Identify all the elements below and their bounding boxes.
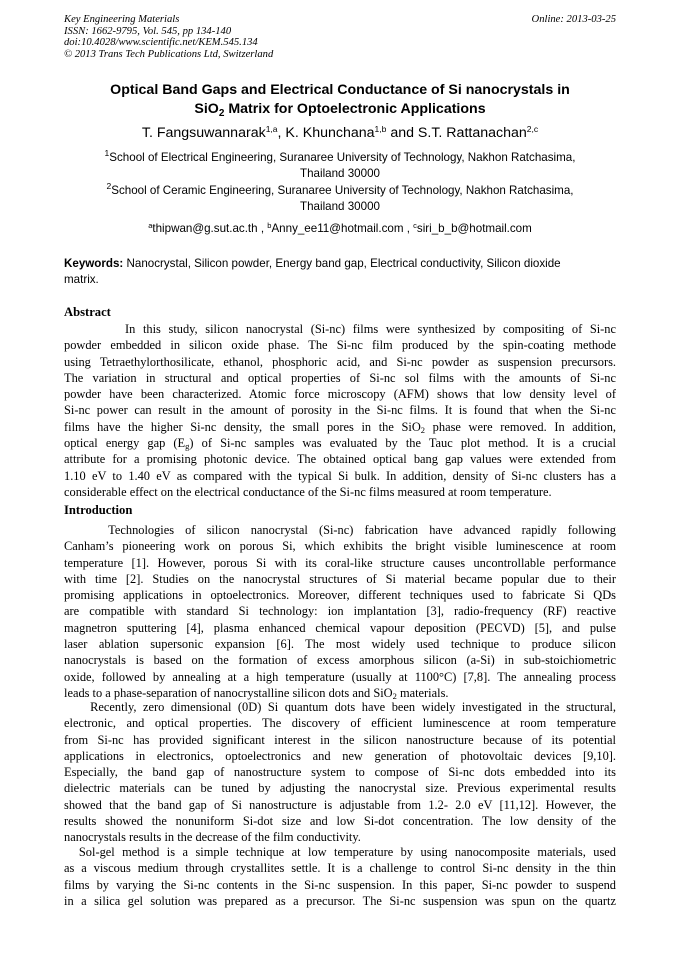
journal-name: Key Engineering Materials — [64, 14, 180, 25]
author-emails: $^a$thipwan@g.sut.ac.th , $^b$Anny_ee11@hotmail.com , $^c$siri_b_b@hotmail.com — [148, 221, 532, 235]
intro-paragraph-2: Recently, zero dimensional (0D) Si quantum dots have been widely investigated in the structural, electronic, and optical properties. The discovery of efficient luminescence at room temperature from Si-nc has provided significant interest in the silicon nanostructure because of its potential applications in electronics, optoelectronics and new generation of photovoltaic devices [9,10]. Especially, the band gap of nanostructure system to compose of Si-nc dots embedded into its dielectric materials can be tuned by adjusting the nanocrystal size. Previous experimental results showed that the band gap of Si nanostructure is adjustable from 1.2- 2.0 eV [11,12]. However, the results showed the nonuniform Si-dot size and low Si-dot concentration. The low density of the nanocrystals results in the decrease of the film conductivity. — [64, 700, 616, 845]
keywords: Keywords: Nanocrystal, Silicon powder, Energy band gap, Electrical conductivity, Silicon dioxide matrix. — [64, 257, 561, 286]
title-line-1: Optical Band Gaps and Electrical Conductance of Si nanocrystals in — [110, 82, 570, 98]
copyright-line: © 2013 Trans Tech Publications Ltd, Switzerland — [64, 48, 274, 60]
abstract-body: In this study, silicon nanocrystal (Si-nc) films were synthesized by compositing of Si-nc powder embedded in silicon oxide phase. The Si-nc film produced by the spin-coating methode using Tetraethylorthosilicate, ethanol, phosphoric acid, and Si-nc powder as suspension precursors. The variation in structural and optical properties of Si-nc sol films with the amounts of Si-nc powder have been characterized. Atomic force microscopy (AFM) shows that low density level of Si-nc power can result in the amount of porosity in the Si-nc films. It is found that when the Si-nc films have the higher Si-nc density, the small pores in the SiO$_2$ phase were removed. In addition, optical energy gap $(E_g)$ of Si-nc samples was evaluated by the Tauc plot method. It is a crucial attribute for a promising photonic device. The obtained optical bang gap values were extended from 1.10 eV to 1.40 eV as compared with the typical Si bulk. In addition, density of Si-nc clusters has a considerable effect on the electrical conductance of the Si-nc films measured at room temperature. — [64, 322, 617, 499]
online-date: Online: 2013-03-25 — [531, 14, 616, 25]
paper-title — [64, 81, 616, 119]
issn-line: ISSN: 1662-9795, Vol. 545, pp 134-140 — [64, 25, 232, 37]
author-3: and S.T. Rattanachan — [386, 125, 527, 141]
author-list: T. Fangsuwannarak$^{1,a}$, K. Khunchana$^{1,b}$ and S.T. Rattanachan$^{2,c}$ — [141, 124, 539, 141]
abstract-heading: Abstract — [64, 305, 111, 319]
email-c[interactable]: siri_b_b@hotmail.com — [416, 222, 532, 235]
doi-line: doi:10.4028/www.scientific.net/KEM.545.134 — [64, 37, 258, 49]
email-b[interactable]: Anny_ee11@hotmail.com , — [271, 222, 414, 235]
journal-header — [64, 14, 616, 60]
author-2: , K. Khunchana — [277, 125, 375, 141]
keywords-label: Keywords: — [64, 257, 124, 270]
author-1: T. Fangsuwannarak — [141, 125, 266, 141]
affiliation-2: $^2$School of Ceramic Engineering, Suranaree University of Technology, Nakhon Ratchasima, Thailand 30000 — [106, 181, 574, 213]
email-a[interactable]: thipwan@g.sut.ac.th , — [152, 222, 268, 235]
intro-paragraph-1: Technologies of silicon nanocrystal (Si-nc) fabrication have advanced rapidly following Canham’s pioneering work on porous Si, which exhibits the bright visible luminescence at room temperature [1]. However, porous Si with its coral-like structure causes uncontrollable performance with time [2]. Studies on the nanocrystal structures of Si material became popular due to their promising applications in optoelectronics. Moreover, different techniques used to fabricate Si QDs are compatible with standard Si technology: ion implantation [3], radio-frequency (RF) reactive magnetron sputtering [4], plasma enhanced chemical vapour deposition (PECVD) [5], and pulse laser ablation supersonic expansion [6]. The most widely used technique to produce silicon nanocrystals is based on the formation of excess amorphous silicon (a-Si) in sub-stoichiometric oxide, followed by annealing at a high temperature (usually at 1100°C) [7,8]. The annealing process leads to a phase-separation of nanocrystalline silicon dots and SiO$_2$ materials. — [64, 523, 616, 701]
intro-paragraph-3: Sol-gel method is a simple technique at low temperature by using nanocomposite materials, used as a viscous medium through crystallites settle. It is a challenge to control Si-nc density in the thin films by varying the Si-nc contents in the Si-nc suspension. In this paper, Si-nc powder to suspend in a silica gel solution was prepared as a precursor. The Si-nc suspension was spun on the quartz — [64, 845, 616, 908]
affiliation-1: $^1$School of Electrical Engineering, Suranaree University of Technology, Nakhon Ratchasima, Thailand 30000 — [104, 148, 576, 180]
introduction-heading: Introduction — [64, 503, 133, 517]
title-line-2: SiO$_2$ Matrix for Optoelectronic Applications — [194, 101, 486, 119]
